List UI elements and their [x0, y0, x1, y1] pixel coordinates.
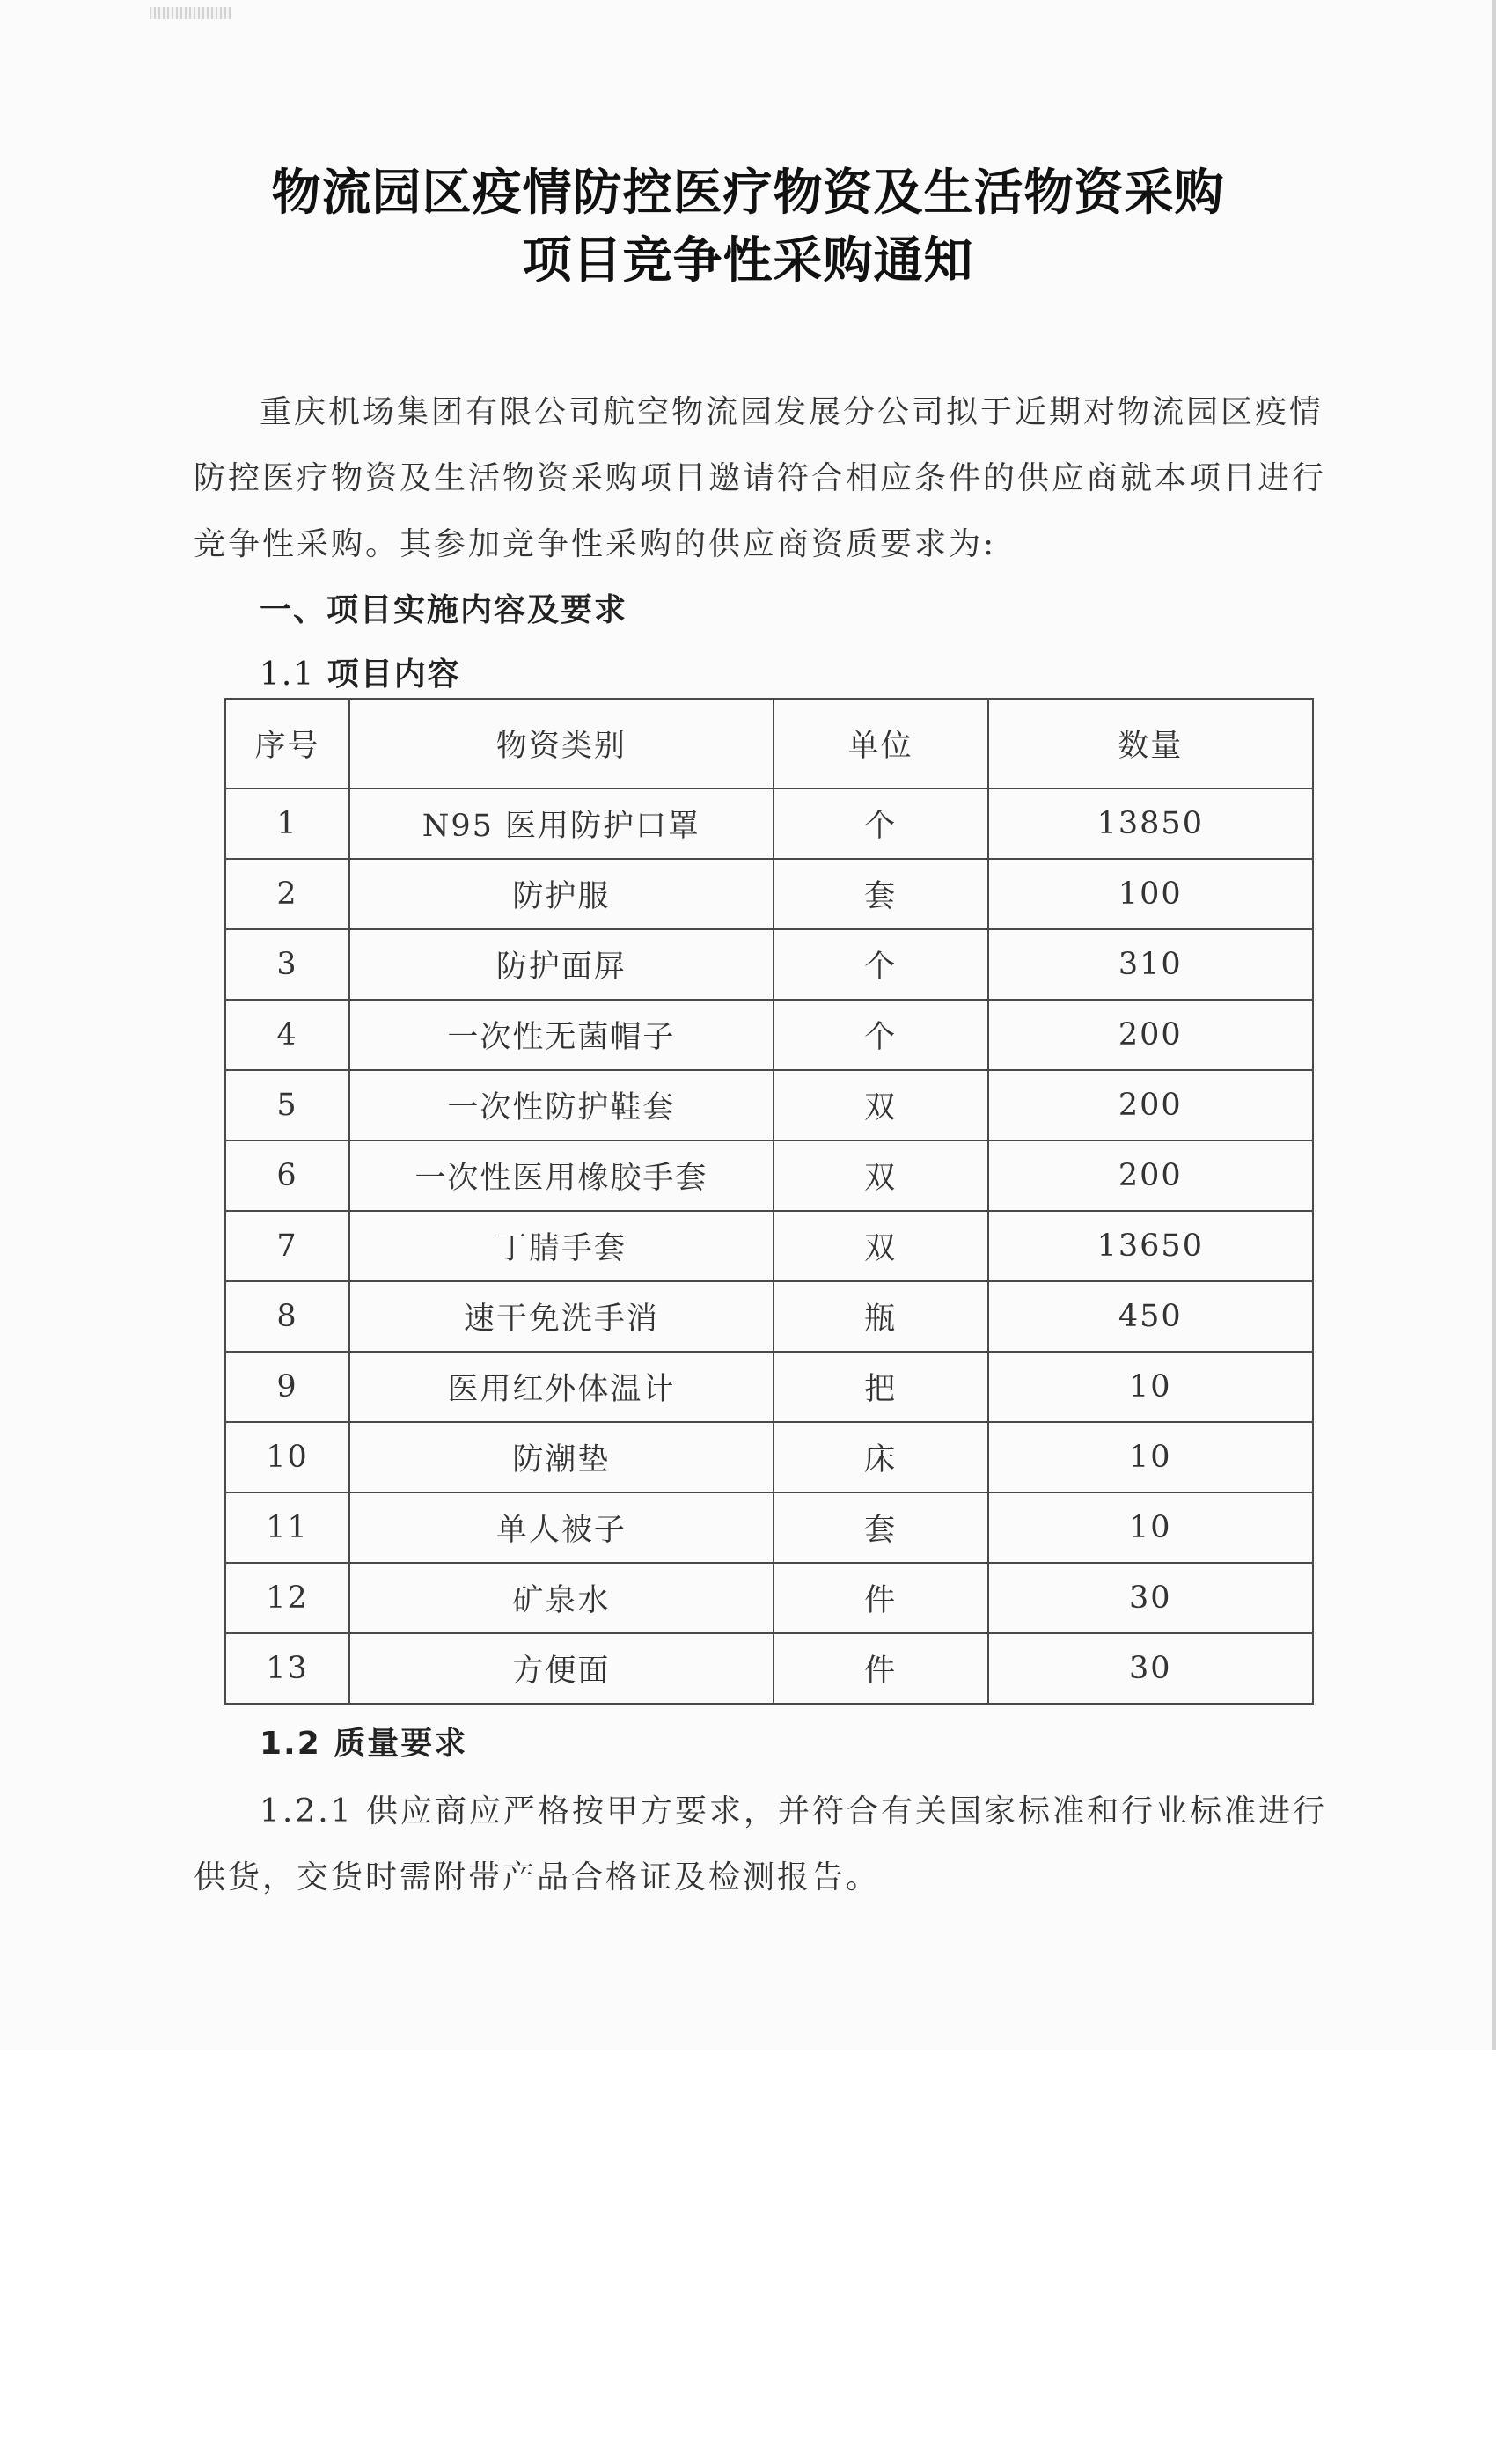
row-index: 13	[225, 1633, 349, 1704]
row-quantity: 13650	[988, 1211, 1313, 1281]
row-index: 11	[225, 1492, 349, 1563]
row-unit: 双	[774, 1070, 988, 1140]
column-header-category: 物资类别	[349, 699, 774, 788]
row-unit: 双	[774, 1140, 988, 1211]
row-index: 4	[225, 1000, 349, 1070]
row-quantity: 100	[988, 859, 1313, 929]
row-index: 8	[225, 1281, 349, 1352]
row-index: 1	[225, 788, 349, 859]
row-unit: 个	[774, 788, 988, 859]
row-category: 丁腈手套	[349, 1211, 774, 1281]
table-row	[225, 1352, 1313, 1422]
row-quantity: 310	[988, 929, 1313, 1000]
row-category: 医用红外体温计	[349, 1352, 774, 1422]
row-unit: 双	[774, 1211, 988, 1281]
scan-artifact	[150, 7, 231, 19]
column-header-index: 序号	[225, 699, 349, 788]
page-edge	[1492, 0, 1496, 2050]
row-quantity: 450	[988, 1281, 1313, 1352]
row-unit: 件	[774, 1563, 988, 1633]
row-quantity: 200	[988, 1070, 1313, 1140]
intro-paragraph-line2: 防控医疗物资及生活物资采购项目邀请符合相应条件的供应商就本项目进行	[194, 460, 1327, 496]
row-quantity: 10	[988, 1492, 1313, 1563]
row-quantity: 30	[988, 1563, 1313, 1633]
row-category: 一次性医用橡胶手套	[349, 1140, 774, 1211]
subsection-heading-1-1	[260, 649, 461, 694]
row-category: 防护面屏	[349, 929, 774, 1000]
row-index: 2	[225, 859, 349, 929]
row-index: 3	[225, 929, 349, 1000]
row-unit: 件	[774, 1633, 988, 1704]
row-category: 防护服	[349, 859, 774, 929]
quality-paragraph-line2: 供货，交货时需附带产品合格证及检测报告。	[194, 1859, 881, 1896]
table-row	[225, 859, 1313, 929]
row-quantity: 200	[988, 1000, 1313, 1070]
materials-table	[224, 698, 1314, 1705]
row-category: N95 医用防护口罩	[349, 788, 774, 859]
row-quantity: 13850	[988, 788, 1313, 859]
row-unit: 床	[774, 1422, 988, 1492]
table-row	[225, 1211, 1313, 1281]
subsection-number: 1.1	[260, 656, 316, 693]
quality-heading: 1.2 质量要求	[260, 1726, 468, 1762]
row-index: 6	[225, 1140, 349, 1211]
row-quantity: 10	[988, 1422, 1313, 1492]
quality-paragraph-line1: 1.2.1 供应商应严格按甲方要求，并符合有关国家标准和行业标准进行	[260, 1793, 1328, 1830]
row-index: 7	[225, 1211, 349, 1281]
row-category: 一次性无菌帽子	[349, 1000, 774, 1070]
row-category: 防潮垫	[349, 1422, 774, 1492]
row-unit: 瓶	[774, 1281, 988, 1352]
row-unit: 个	[774, 929, 988, 1000]
row-category: 速干免洗手消	[349, 1281, 774, 1352]
table-row	[225, 1492, 1313, 1563]
table-row	[225, 1000, 1313, 1070]
row-category: 矿泉水	[349, 1563, 774, 1633]
row-quantity: 200	[988, 1140, 1313, 1211]
row-index: 9	[225, 1352, 349, 1422]
table-row	[225, 1422, 1313, 1492]
table-header-row	[225, 699, 1313, 788]
table-row	[225, 1563, 1313, 1633]
row-unit: 套	[774, 1492, 988, 1563]
table-row	[225, 1633, 1313, 1704]
row-unit: 个	[774, 1000, 988, 1070]
row-category: 一次性防护鞋套	[349, 1070, 774, 1140]
subsection-heading-1-2	[260, 1719, 467, 1764]
table-row	[225, 788, 1313, 859]
table-row	[225, 929, 1313, 1000]
row-unit: 套	[774, 859, 988, 929]
row-category: 方便面	[349, 1633, 774, 1704]
row-category: 单人被子	[349, 1492, 774, 1563]
document-title-line2: 项目竞争性采购通知	[522, 232, 974, 290]
column-header-quantity: 数量	[988, 699, 1313, 788]
intro-paragraph-line3: 竞争性采购。其参加竞争性采购的供应商资质要求为:	[194, 526, 997, 562]
row-index: 10	[225, 1422, 349, 1492]
intro-paragraph-line1: 重庆机场集团有限公司航空物流园发展分公司拟于近期对物流园区疫情	[260, 394, 1324, 430]
subsection-label: 项目内容	[326, 656, 461, 693]
row-unit: 把	[774, 1352, 988, 1422]
row-quantity: 30	[988, 1633, 1313, 1704]
row-index: 5	[225, 1070, 349, 1140]
table-row	[225, 1281, 1313, 1352]
row-quantity: 10	[988, 1352, 1313, 1422]
column-header-unit: 单位	[774, 699, 988, 788]
row-index: 12	[225, 1563, 349, 1633]
section-heading: 一、项目实施内容及要求	[260, 592, 628, 628]
table-row	[225, 1140, 1313, 1211]
table-row	[225, 1070, 1313, 1140]
document-title-line1: 物流园区疫情防控医疗物资及生活物资采购	[271, 165, 1225, 222]
